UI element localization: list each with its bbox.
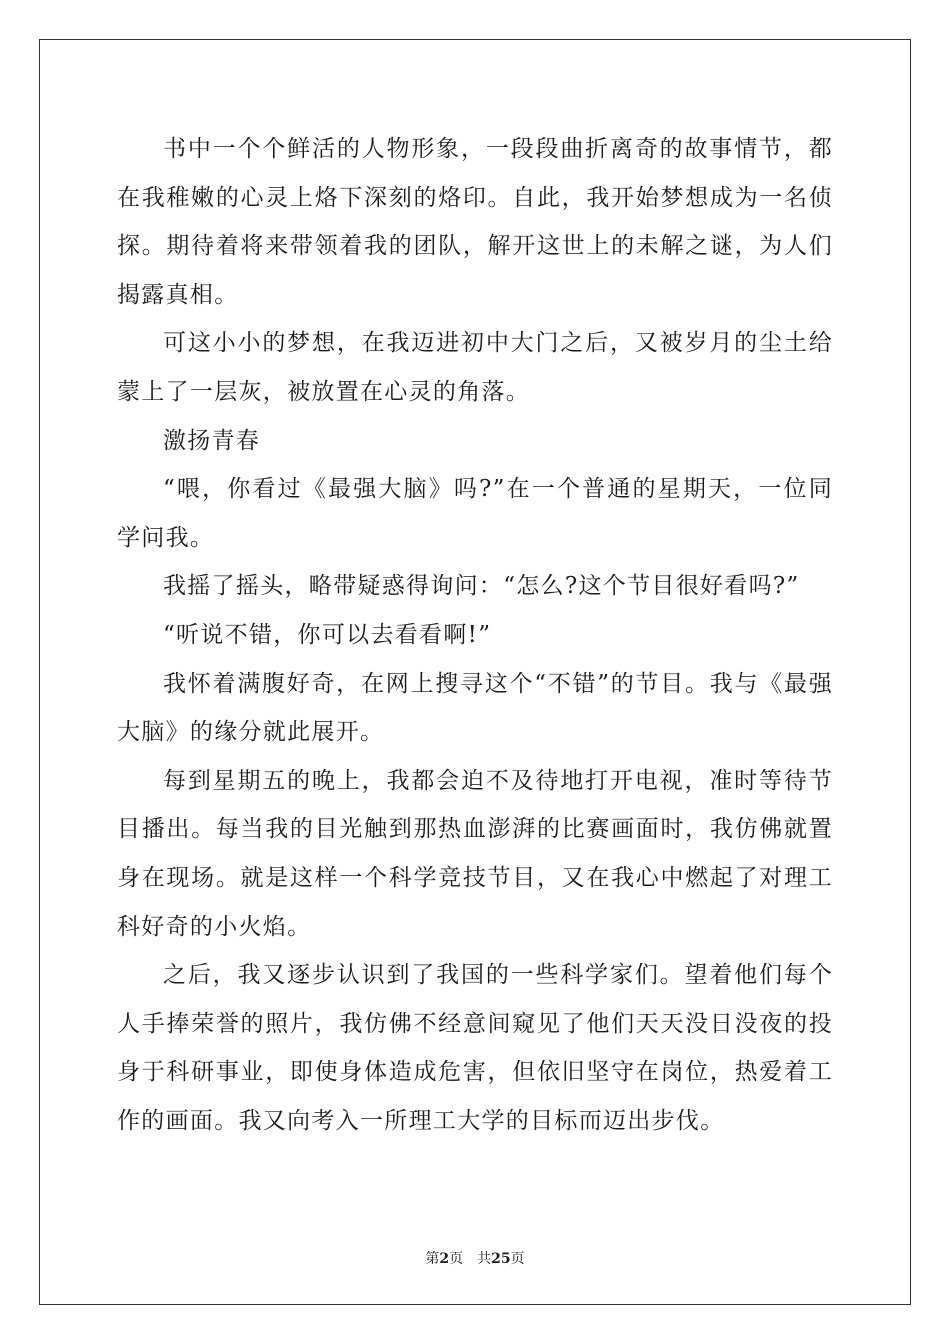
total-prefix: 共	[477, 1251, 492, 1267]
paragraph-7: 每到星期五的晚上，我都会迫不及待地打开电视，准时等待节目播出。每当我的目光触到那热血澎湃的比赛画面时，我仿佛就置身在现场。就是这样一个科学竞技节目，又在我心中燃起了对理工科好奇的小火焰。	[117, 767, 833, 940]
paragraph-8: 之后，我又逐步认识到了我国的一些科学家们。望着他们每个人手捧荣誉的照片，我仿佛不经意间窥见了他们天天没日没夜的投身于科研事业，即使身体造成危害，但依旧坚守在岗位，热爱着工作的画面。我又向考入一所理工大学的目标而迈出步伐。	[117, 962, 833, 1134]
current-page-number: 2	[439, 1251, 450, 1267]
page-footer	[0, 1248, 950, 1268]
page-prefix: 第	[425, 1251, 440, 1267]
section-heading: 激扬青春	[163, 427, 261, 454]
document-body	[117, 125, 833, 1145]
paragraph-5: “听说不错，你可以去看看啊!”	[163, 621, 492, 648]
paragraph-6: 我怀着满腹好奇，在网上搜寻这个“不错”的节目。我与《最强大脑》的缘分就此展开。	[117, 670, 833, 746]
paragraph-2: 可这小小的梦想，在我迈进初中大门之后，又被岁月的尘土给蒙上了一层灰，被放置在心灵的角落。	[117, 330, 833, 405]
total-suffix: 页	[510, 1251, 525, 1267]
paragraph-3: “喂，你看过《最强大脑》吗?”在一个普通的星期天，一位同学问我。	[117, 476, 833, 551]
paragraph-1: 书中一个个鲜活的人物形象，一段段曲折离奇的故事情节，都在我稚嫩的心灵上烙下深刻的烙印。自此，我开始梦想成为一名侦探。期待着将来带领着我的团队，解开这世上的未解之谜，为人们揭露真相。	[117, 136, 833, 308]
paragraph-4: 我摇了摇头，略带疑惑得询问：“怎么?这个节目很好看吗?”	[163, 573, 800, 600]
total-page-count: 25	[491, 1251, 511, 1267]
page-suffix: 页	[449, 1251, 464, 1267]
